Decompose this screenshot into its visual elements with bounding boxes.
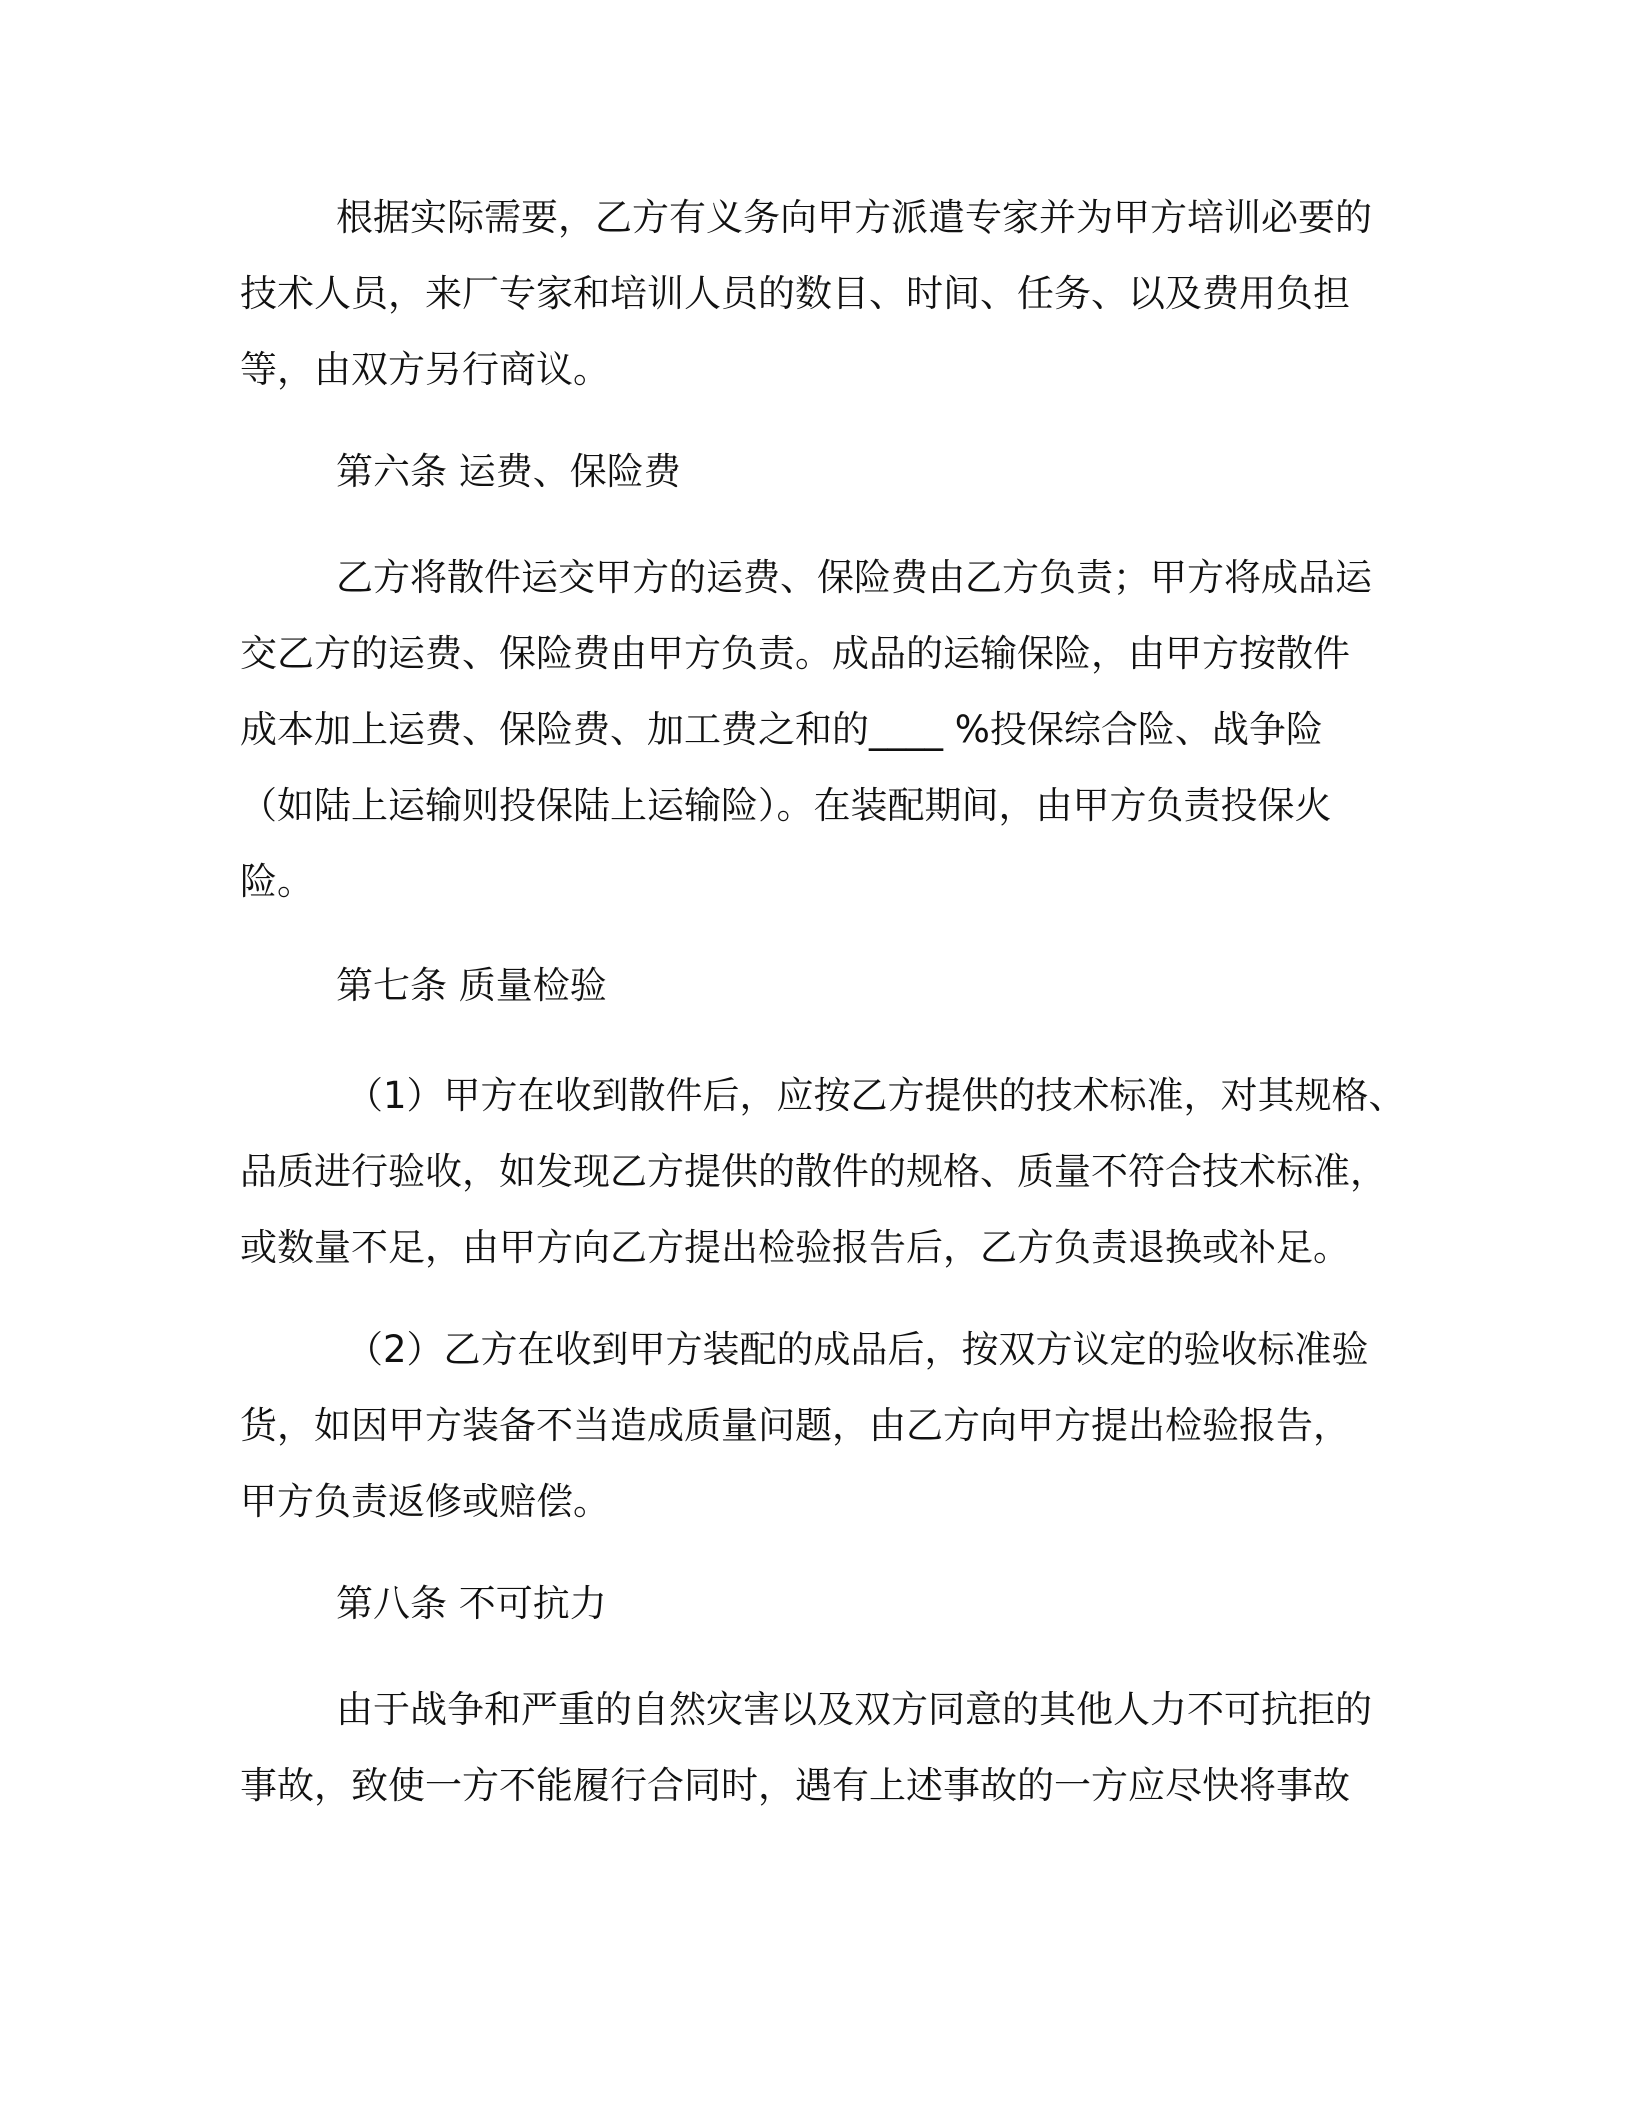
paragraph-force-majeure xyxy=(240,1672,1380,1824)
paragraph-expert-dispatch xyxy=(240,180,1380,408)
text-line: 甲方负责返修或赔偿。 xyxy=(240,1480,610,1523)
paragraph-inspection-2 xyxy=(240,1312,1380,1540)
text-line: 货，如因甲方装备不当造成质量问题，由乙方向甲方提出检验报告， xyxy=(240,1404,1350,1447)
text-line: 根据实际需要，乙方有义务向甲方派遣专家并为甲方培训必要的 xyxy=(336,196,1372,239)
text-line: 技术人员，来厂专家和培训人员的数目、时间、任务、以及费用负担 xyxy=(240,272,1350,315)
paragraph-freight-insurance xyxy=(240,540,1380,920)
text-line: （2）乙方在收到甲方装配的成品后，按双方议定的验收标准验 xyxy=(346,1328,1369,1371)
text-line: 乙方将散件运交甲方的运费、保险费由乙方负责；甲方将成品运 xyxy=(336,556,1372,599)
text-line: 成本加上运费、保险费、加工费之和的____ %投保综合险、战争险 xyxy=(240,708,1323,751)
paragraph-inspection-1 xyxy=(240,1058,1406,1286)
section-heading: 第七条 质量检验 xyxy=(336,964,607,1007)
text-line: 交乙方的运费、保险费由甲方负责。成品的运输保险，由甲方按散件 xyxy=(240,632,1350,675)
text-line: 由于战争和严重的自然灾害以及双方同意的其他人力不可抗拒的 xyxy=(336,1688,1372,1731)
article-8-heading xyxy=(240,1566,1380,1642)
article-6-heading xyxy=(240,434,1380,510)
text-line: 品质进行验收，如发现乙方提供的散件的规格、质量不符合技术标准， xyxy=(240,1150,1387,1193)
text-line: 险。 xyxy=(240,860,314,903)
text-line: 等，由双方另行商议。 xyxy=(240,348,610,391)
section-heading: 第六条 运费、保险费 xyxy=(336,450,681,493)
text-line: 或数量不足，由甲方向乙方提出检验报告后，乙方负责退换或补足。 xyxy=(240,1226,1350,1269)
text-line: （1）甲方在收到散件后，应按乙方提供的技术标准，对其规格、 xyxy=(346,1074,1406,1117)
text-line: 事故，致使一方不能履行合同时，遇有上述事故的一方应尽快将事故 xyxy=(240,1764,1350,1807)
section-heading: 第八条 不可抗力 xyxy=(336,1582,607,1625)
text-line: （如陆上运输则投保陆上运输险）。在装配期间，由甲方负责投保火 xyxy=(240,784,1332,827)
article-7-heading xyxy=(240,948,1380,1024)
